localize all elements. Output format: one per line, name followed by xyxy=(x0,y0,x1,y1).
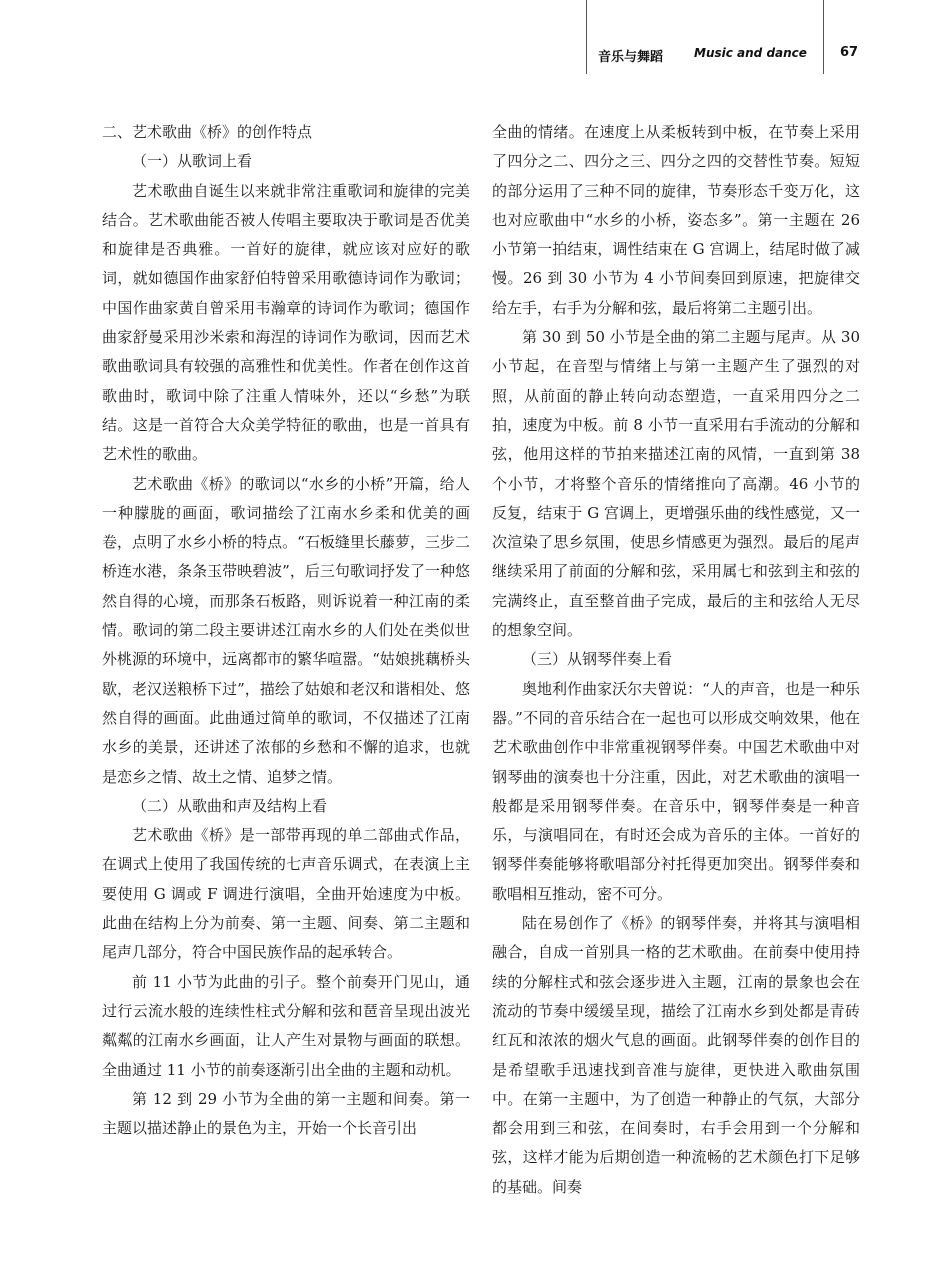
header-divider-left xyxy=(586,0,587,74)
paragraph: 第 12 到 29 小节为全曲的第一主题和间奏。第一主题以描述静止的景色为主，开始一个长音引出 xyxy=(102,1089,470,1138)
journal-section-title-en: Music and dance xyxy=(694,46,807,60)
header-divider-right xyxy=(823,0,824,74)
section-heading: 二、艺术歌曲《桥》的创作特点 xyxy=(102,123,313,141)
subheading-lyrics: （一）从歌词上看 xyxy=(132,152,253,171)
page-header xyxy=(0,0,950,80)
right-column xyxy=(492,118,860,1202)
paragraph: 陆在易创作了《桥》的钢琴伴奏，并将其与演唱相融合，自成一首别具一格的艺术歌曲。在前奏中使用持续的分解柱式和弦会逐步进入主题，江南的景象也会在流动的节奏中缓缓呈现，描绘了江南水乡到处都是青砖红瓦和浓浓的烟火气息的画面。此钢琴伴奏的创作目的是希望歌手迅速找到音准与旋律，更快进入歌曲氛围中。在第一主题中，为了创造一种静止的气氛，大部分都会用到三和弦，在间奏时，右手会用到一个分解和弦，这样才能为后期创造一种流畅的艺术颜色打下足够的基础。间奏 xyxy=(492,914,860,1196)
paragraph: 第 30 到 50 小节是全曲的第二主题与尾声。从 30 小节起，在音型与情绪上与第一主题产生了强烈的对照，从前面的静止转向动态塑造，一直采用四分之二拍，速度为中板。前 8 小节一直采用右手流动的分解和弦，他用这样的节拍来描述江南的风情，一直到第 38 个小节，才将整个音乐的情绪推向了高潮。46 小节的反复，结束于 G 宫调上，更增强乐曲的线性感觉，又一次渲染了思乡氛围，使思乡情感更为强烈。最后的尾声继续采用了前面的分解和弦，采用属七和弦到主和弦的完满终止，直至整首曲子完成，最后的主和弦给人无尽的想象空间。 xyxy=(492,328,860,640)
subheading-harmony-structure: （二）从歌曲和声及结构上看 xyxy=(132,796,328,815)
journal-section-title: 音乐与舞蹈 xyxy=(598,50,664,65)
page-number: 67 xyxy=(840,45,859,60)
paragraph: 奥地利作曲家沃尔夫曾说：“人的声音，也是一种乐器。”不同的音乐结合在一起也可以形成交响效果，他在艺术歌曲创作中非常重视钢琴伴奏。中国艺术歌曲中对钢琴曲的演奏也十分注重，因此，对艺术歌曲的演唱一般都是采用钢琴伴奏。在音乐中，钢琴伴奏是一种音乐，与演唱同在，有时还会成为音乐的主体。一首好的钢琴伴奏能够将歌唱部分衬托得更加突出。钢琴伴奏和歌唱相互推动，密不可分。 xyxy=(492,679,860,903)
paragraph-continued: 全曲的情绪。在速度上从柔板转到中板，在节奏上采用了四分之二、四分之三、四分之四的交替性节奏。短短的部分运用了三种不同的旋律，节奏形态千变万化，这也对应歌曲中“水乡的小桥，姿态多”。第一主题在 26 小节第一拍结束，调性结束在 G 宫调上，结尾时做了减慢。26 到 30 小节为 4 小节间奏回到原速，把旋律交给左手，右手为分解和弦，最后将第二主题引出。 xyxy=(492,123,860,317)
subheading-piano-accompaniment: （三）从钢琴伴奏上看 xyxy=(522,650,673,669)
paragraph: 艺术歌曲《桥》是一部带再现的单二部曲式作品，在调式上使用了我国传统的七声音乐调式，在表演上主要使用 G 调或 F 调进行演唱，全曲开始速度为中板。此曲在结构上分为前奏、第一主题、间奏、第二主题和尾声几部分，符合中国民族作品的起承转合。 xyxy=(102,826,470,962)
left-column xyxy=(102,118,470,1143)
paragraph: 艺术歌曲《桥》的歌词以“水乡的小桥”开篇，给人一种朦胧的画面，歌词描绘了江南水乡柔和优美的画卷，点明了水乡小桥的特点。“石板缝里长藤萝，三步二桥连水港，条条玉带映碧波”，后三句歌词抒发了一种悠然自得的心境，而那条石板路，则诉说着一种江南的柔情。歌词的第二段主要讲述江南水乡的人们处在类似世外桃源的环境中，远离都市的繁华喧嚣。“姑娘挑藕桥头歇，老汉送粮桥下过”，描绘了姑娘和老汉和谐相处、悠然自得的画面。此曲通过简单的歌词，不仅描述了江南水乡的美景，还讲述了浓郁的乡愁和不懈的追求，也就是恋乡之情、故土之情、追梦之情。 xyxy=(102,474,470,786)
paragraph: 艺术歌曲自诞生以来就非常注重歌词和旋律的完美结合。艺术歌曲能否被人传唱主要取决于歌词是否优美和旋律是否典雅。一首好的旋律，就应该对应好的歌词，就如德国作曲家舒伯特曾采用歌德诗词作为歌词；中国作曲家黄自曾采用韦瀚章的诗词作为歌词；德国作曲家舒曼采用沙米索和海涅的诗词作为歌词，因而艺术歌曲歌词具有较强的高雅性和优美性。作者在创作这首歌曲时，歌词中除了注重人情味外，还以“乡愁”为联结。这是一首符合大众美学特征的歌曲，也是一首具有艺术性的歌曲。 xyxy=(102,181,470,464)
paragraph: 前 11 小节为此曲的引子。整个前奏开门见山，通过行云流水般的连续性柱式分解和弦和琶音呈现出波光粼粼的江南水乡画面，让人产生对景物与画面的联想。全曲通过 11 小节的前奏逐渐引出全曲的主题和动机。 xyxy=(102,972,470,1079)
